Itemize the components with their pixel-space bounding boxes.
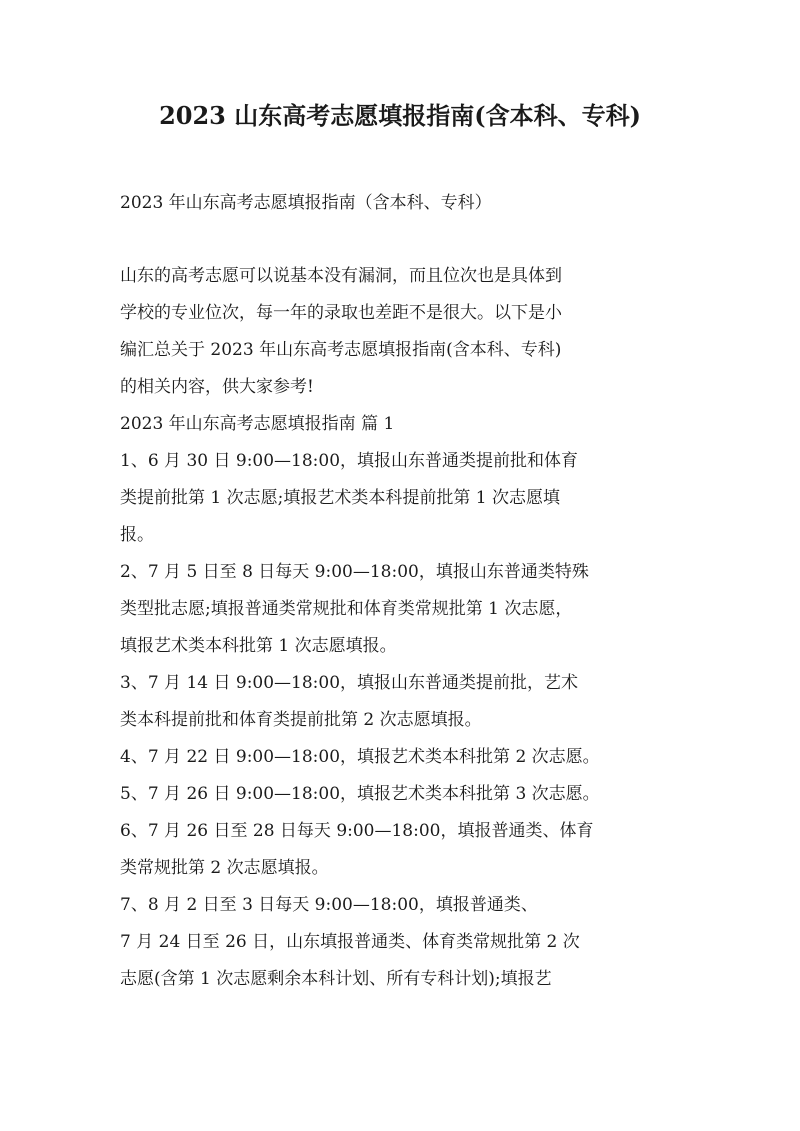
text-line: 7 月 24 日至 26 日，山东填报普通类、体育类常规批第 2 次 — [120, 932, 580, 952]
text-line: 学校的专业位次，每一年的录取也差距不是很大。以下是小 — [120, 303, 562, 323]
text-line: 类型批志愿;填报普通类常规批和体育类常规批第 1 次志愿， — [120, 599, 573, 619]
text-line: 山东的高考志愿可以说基本没有漏洞，而且位次也是具体到 — [120, 266, 562, 286]
document-title: 2023 山东高考志愿填报指南(含本科、专科) — [159, 101, 641, 130]
text-line: 的相关内容，供大家参考! — [120, 377, 314, 397]
text-line: 5、7 月 26 日 9:00—18:00，填报艺术类本科批第 3 次志愿。 — [120, 784, 600, 804]
text-line: 3、7 月 14 日 9:00—18:00，填报山东普通类提前批，艺术 — [120, 673, 579, 693]
text-line: 类提前批第 1 次志愿;填报艺术类本科提前批第 1 次志愿填 — [120, 488, 560, 508]
text-line: 报。 — [120, 525, 154, 545]
text-line: 填报艺术类本科批第 1 次志愿填报。 — [120, 636, 397, 656]
text-line: 7、8 月 2 日至 3 日每天 9:00—18:00，填报普通类、 — [120, 895, 538, 915]
text-line: 类本科提前批和体育类提前批第 2 次志愿填报。 — [120, 710, 482, 730]
text-line: 2、7 月 5 日至 8 日每天 9:00—18:00，填报山东普通类特殊 — [120, 562, 589, 582]
text-line: 1、6 月 30 日 9:00—18:00，填报山东普通类提前批和体育 — [120, 451, 579, 471]
text-line: 4、7 月 22 日 9:00—18:00，填报艺术类本科批第 2 次志愿。 — [120, 747, 600, 767]
text-line: 6、7 月 26 日至 28 日每天 9:00—18:00，填报普通类、体育 — [120, 821, 594, 841]
section-heading: 2023 年山东高考志愿填报指南 篇 1 — [120, 414, 395, 434]
text-line: 编汇总关于 2023 年山东高考志愿填报指南(含本科、专科) — [120, 340, 562, 360]
document-subtitle: 2023 年山东高考志愿填报指南（含本科、专科） — [120, 193, 492, 213]
document-body — [120, 258, 690, 998]
text-line: 志愿(含第 1 次志愿剩余本科计划、所有专科计划);填报艺 — [120, 969, 552, 989]
text-line: 类常规批第 2 次志愿填报。 — [120, 858, 329, 878]
